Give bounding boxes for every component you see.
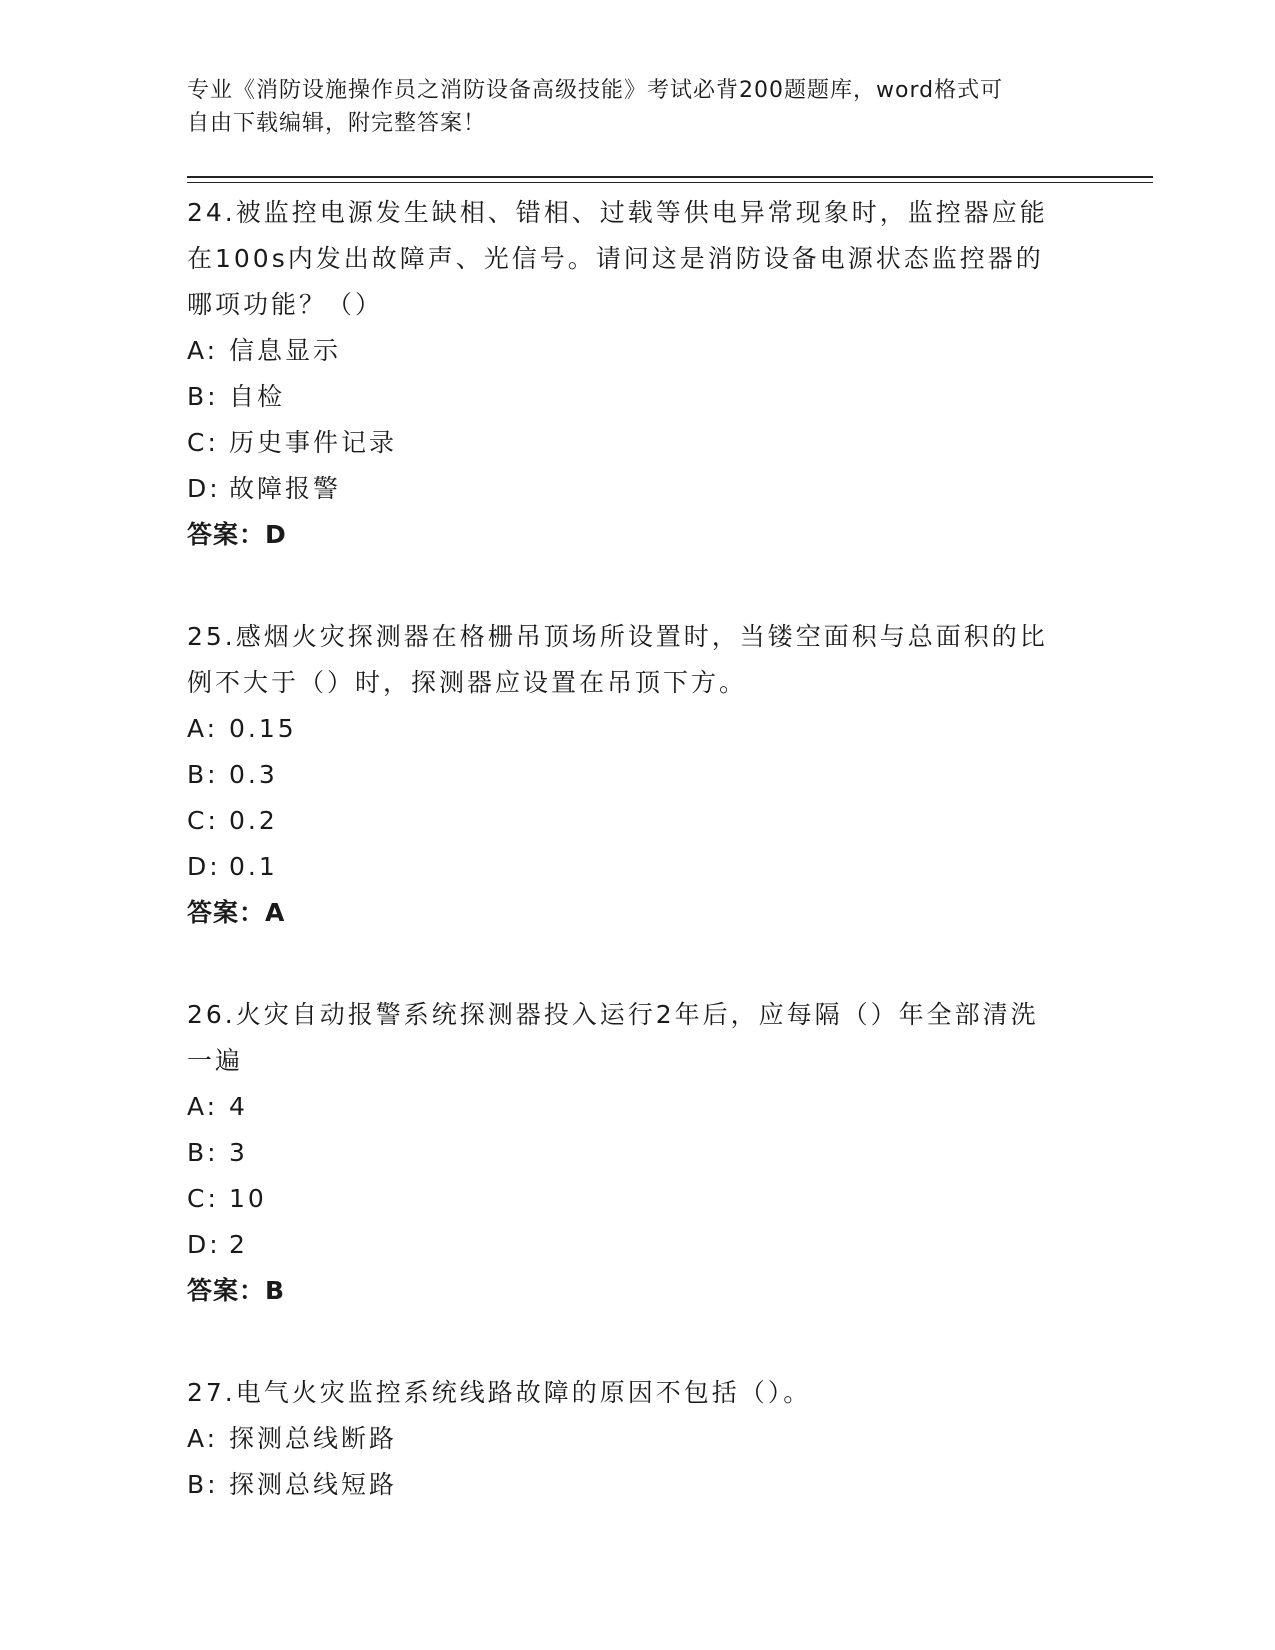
answer-label: 答案：	[187, 520, 266, 549]
option-a	[187, 1084, 1077, 1130]
option-a	[187, 1416, 1077, 1462]
option-c	[187, 798, 1077, 844]
question-stem-line: 在100s内发出故障声、光信号。请问这是消防设备电源状态监控器的	[187, 244, 1044, 273]
option-letter: A:	[187, 1424, 219, 1453]
question-stem-line: 一遍	[187, 1046, 244, 1075]
option-text: 2	[229, 1230, 248, 1259]
answer-value: D	[265, 520, 287, 549]
option-d	[187, 1222, 1077, 1268]
header-line-2: 自由下载编辑，附完整答案！	[187, 111, 487, 136]
option-letter: B:	[187, 1470, 219, 1499]
option-b	[187, 752, 1077, 798]
option-text: 0.3	[229, 760, 278, 789]
answer-line	[187, 1268, 1077, 1314]
question-stem-line: 哪项功能？（）	[187, 290, 384, 319]
option-text: 4	[229, 1092, 248, 1121]
question-stem	[187, 1370, 1077, 1416]
option-text: 自检	[229, 382, 286, 411]
answer-value: B	[265, 1276, 286, 1305]
question-stem-line: 24.被监控电源发生缺相、错相、过载等供电异常现象时，监控器应能	[187, 198, 1048, 227]
option-letter: D:	[187, 1230, 221, 1259]
question-stem-line: 26.火灾自动报警系统探测器投入运行2年后，应每隔（）年全部清洗	[187, 1000, 1039, 1029]
question-stem	[187, 614, 1077, 706]
option-text: 历史事件记录	[229, 428, 398, 457]
question-24	[187, 190, 1077, 558]
option-text: 故障报警	[229, 474, 342, 503]
question-stem-line: 例不大于（）时，探测器应设置在吊顶下方。	[187, 668, 748, 697]
answer-line	[187, 890, 1077, 936]
option-letter: B:	[187, 382, 219, 411]
document-header	[187, 74, 1067, 140]
option-letter: D:	[187, 852, 221, 881]
question-27	[187, 1370, 1077, 1508]
question-stem-line: 25.感烟火灾探测器在格栅吊顶场所设置时，当镂空面积与总面积的比	[187, 622, 1048, 651]
answer-label: 答案：	[187, 898, 266, 927]
option-a	[187, 706, 1077, 752]
answer-line	[187, 512, 1077, 558]
option-b	[187, 1130, 1077, 1176]
option-a	[187, 328, 1077, 374]
option-d	[187, 466, 1077, 512]
option-c	[187, 1176, 1077, 1222]
answer-value: A	[265, 898, 286, 927]
option-text: 探测总线短路	[229, 1470, 398, 1499]
option-letter: C:	[187, 806, 219, 835]
question-stem-line: 27.电气火灾监控系统线路故障的原因不包括（）。	[187, 1378, 812, 1407]
answer-label: 答案：	[187, 1276, 266, 1305]
question-26	[187, 992, 1077, 1314]
option-text: 探测总线断路	[229, 1424, 398, 1453]
option-text: 0.15	[229, 714, 297, 743]
option-b	[187, 1462, 1077, 1508]
question-list	[187, 190, 1077, 1564]
header-divider-thin	[187, 182, 1153, 183]
option-c	[187, 420, 1077, 466]
option-text: 3	[229, 1138, 248, 1167]
option-text: 0.1	[229, 852, 278, 881]
option-text: 0.2	[229, 806, 278, 835]
option-letter: D:	[187, 474, 221, 503]
option-b	[187, 374, 1077, 420]
question-25	[187, 614, 1077, 936]
option-text: 10	[229, 1184, 267, 1213]
question-stem	[187, 992, 1077, 1084]
option-letter: A:	[187, 336, 219, 365]
option-letter: A:	[187, 714, 219, 743]
option-letter: B:	[187, 1138, 219, 1167]
option-letter: A:	[187, 1092, 219, 1121]
header-line-1: 专业《消防设施操作员之消防设备高级技能》考试必背200题题库，word格式可	[187, 78, 1004, 103]
question-stem	[187, 190, 1077, 328]
option-letter: C:	[187, 1184, 219, 1213]
header-divider-thick	[187, 176, 1153, 178]
option-letter: C:	[187, 428, 219, 457]
option-text: 信息显示	[229, 336, 342, 365]
option-letter: B:	[187, 760, 219, 789]
option-d	[187, 844, 1077, 890]
